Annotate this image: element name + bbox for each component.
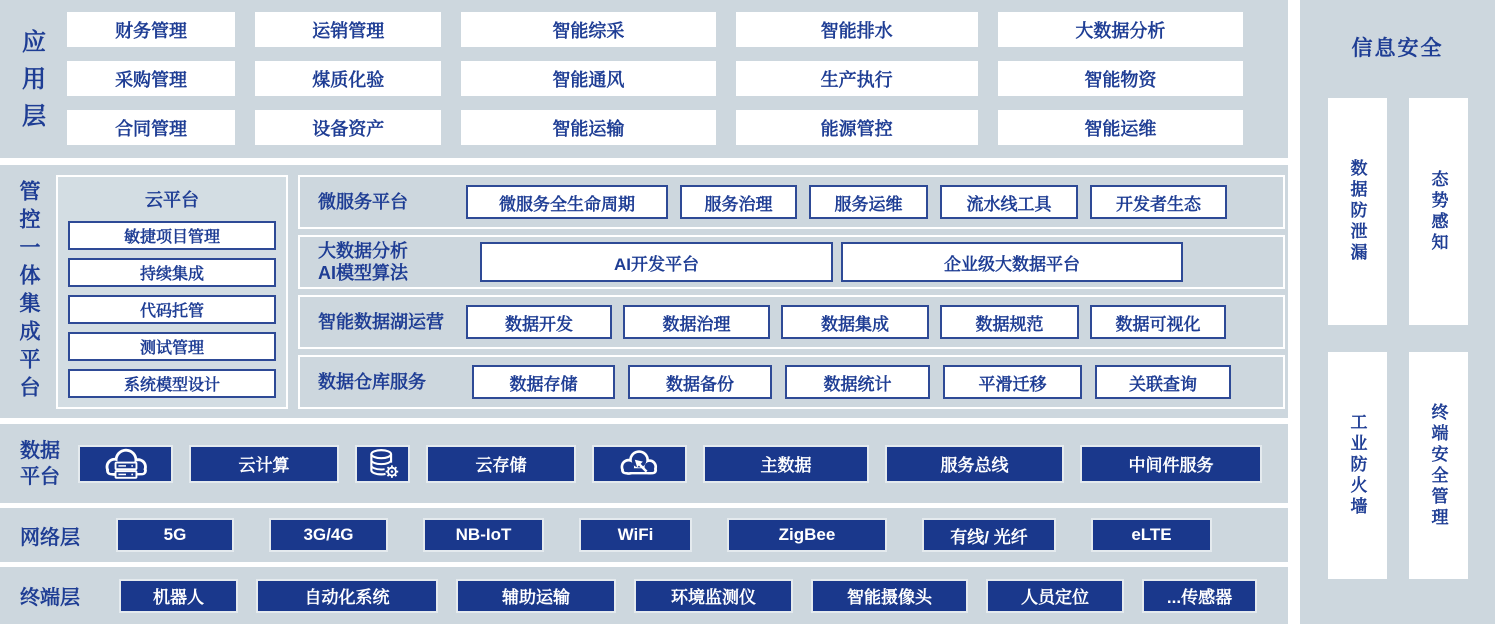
row-label: 数据仓库服务: [318, 372, 426, 392]
terminal-layer-label: 终端层: [20, 587, 80, 609]
platform-item-box: 平滑迁移: [943, 365, 1082, 399]
app-box: 智能物资: [998, 61, 1243, 96]
platform-item-box: 开发者生态: [1090, 185, 1227, 219]
app-box: 智能运维: [998, 110, 1243, 145]
app-box: 大数据分析: [998, 12, 1243, 47]
app-box: 运销管理: [255, 12, 441, 47]
platform-layer-section: [0, 165, 1288, 418]
cloud-platform-item: 敏捷项目管理: [68, 221, 276, 250]
platform-item-box: 数据存储: [472, 365, 615, 399]
app-box: 设备资产: [255, 110, 441, 145]
security-box: 态势感知: [1409, 98, 1468, 325]
cloud-platform-item: 测试管理: [68, 332, 276, 361]
cloud-sync-icon: [592, 445, 687, 483]
row-label-line2: AI模型算法: [318, 263, 408, 283]
platform-item-box: 数据开发: [466, 305, 612, 339]
app-box: 能源管控: [736, 110, 978, 145]
network-box: WiFi: [579, 518, 692, 552]
app-box: 智能排水: [736, 12, 978, 47]
security-box: 数据防泄漏: [1328, 98, 1387, 325]
application-layer-label: 应用层: [17, 28, 45, 140]
platform-item-box: 数据备份: [628, 365, 772, 399]
app-box: 财务管理: [67, 12, 235, 47]
terminal-box: 辅助运输: [456, 579, 616, 613]
network-layer-label: 网络层: [20, 526, 80, 549]
data-platform-box: 云计算: [189, 445, 339, 483]
network-box: 5G: [116, 518, 234, 552]
platform-item-box: 服务运维: [809, 185, 928, 219]
security-box: 终端安全管理: [1409, 352, 1468, 579]
terminal-box: 机器人: [119, 579, 238, 613]
bigdata-ai-row: [298, 235, 1285, 289]
database-gear-icon: [355, 445, 410, 483]
platform-item-box: 数据可视化: [1090, 305, 1226, 339]
data-platform-box: 中间件服务: [1080, 445, 1262, 483]
data-lake-row: [298, 295, 1285, 349]
platform-item-box: 微服务全生命周期: [466, 185, 668, 219]
network-box: ZigBee: [727, 518, 887, 552]
platform-layer-label: 管控一体集成平台: [17, 180, 40, 404]
data-platform-box: 云存储: [426, 445, 576, 483]
platform-item-box: 服务治理: [680, 185, 797, 219]
terminal-box: 环境监测仪: [634, 579, 793, 613]
cloud-platform-item: 持续集成: [68, 258, 276, 287]
platform-item-box: 数据治理: [623, 305, 770, 339]
platform-item-box: 流水线工具: [940, 185, 1078, 219]
application-layer-section: [0, 0, 1288, 158]
app-box: 采购管理: [67, 61, 235, 96]
app-box: 合同管理: [67, 110, 235, 145]
security-panel-title: 信息安全: [1351, 37, 1444, 60]
app-box: 智能综采: [461, 12, 715, 47]
terminal-box: 智能摄像头: [811, 579, 968, 613]
network-box: NB-IoT: [423, 518, 544, 552]
platform-item-box: 数据统计: [785, 365, 930, 399]
application-grid: [62, 0, 1288, 158]
cloud-platform-group: [56, 175, 288, 409]
platform-item-box: 关联查询: [1095, 365, 1231, 399]
platform-item-box: 数据集成: [781, 305, 929, 339]
cloud-platform-item: 系统模型设计: [68, 369, 276, 398]
network-layer-section: [0, 508, 1288, 562]
app-box: 智能运输: [461, 110, 715, 145]
row-label: [318, 240, 466, 284]
microservice-platform-row: [298, 175, 1285, 229]
cloud-server-icon: [78, 445, 173, 483]
terminal-box: ...传感器: [1142, 579, 1257, 613]
cloud-platform-item: 代码托管: [68, 295, 276, 324]
data-platform-section: [0, 424, 1288, 503]
row-label-line1: 大数据分析: [318, 241, 408, 261]
data-platform-box: 主数据: [703, 445, 869, 483]
platform-rows: [298, 175, 1285, 409]
security-box: 工业防火墙: [1328, 352, 1387, 579]
platform-item-box: 企业级大数据平台: [841, 242, 1183, 282]
data-platform-label: 数据 平台: [20, 439, 60, 488]
network-box: 有线/ 光纤: [922, 518, 1056, 552]
data-warehouse-row: [298, 355, 1285, 409]
terminal-box: 人员定位: [986, 579, 1124, 613]
terminal-layer-section: [0, 567, 1288, 624]
row-label: 微服务平台: [318, 192, 408, 212]
app-box: 生产执行: [736, 61, 978, 96]
network-box: 3G/4G: [269, 518, 388, 552]
cloud-platform-title: 云平台: [145, 190, 199, 210]
app-box: 煤质化验: [255, 61, 441, 96]
platform-item-box: AI开发平台: [480, 242, 833, 282]
terminal-box: 自动化系统: [256, 579, 438, 613]
app-box: 智能通风: [461, 61, 715, 96]
data-platform-box: 服务总线: [885, 445, 1064, 483]
platform-item-box: 数据规范: [940, 305, 1079, 339]
security-panel: [1300, 0, 1495, 624]
network-box: eLTE: [1091, 518, 1212, 552]
row-label: 智能数据湖运营: [318, 312, 444, 332]
